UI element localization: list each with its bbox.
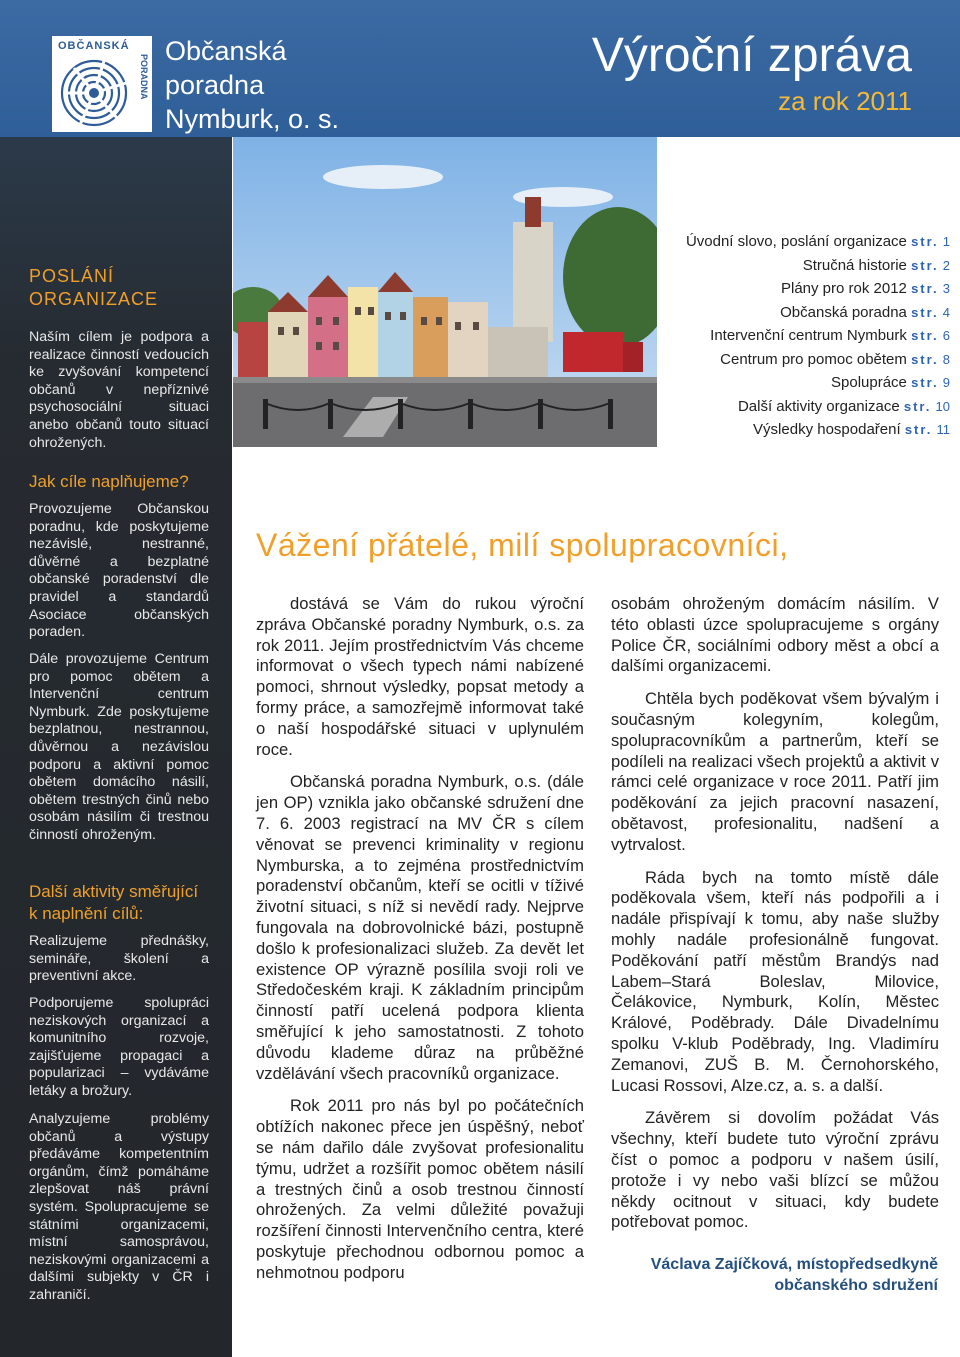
letter-paragraph: Závěrem si dovolím požádat Vás všechny, kteří budete tuto výroční zprávu číst o pomoc a podporu v našem úsilí, protože i vy nebo vaši blízcí se můžou někdy ocitnout v situaci, kdy budete potřebovat pomoc.	[611, 1108, 939, 1232]
org-name-line-3: Nymburk, o. s.	[165, 104, 340, 134]
letter-column-2	[611, 594, 939, 1245]
org-name-line-1: Občanská	[165, 36, 287, 66]
town-square-illustration	[233, 137, 657, 447]
logo-text-top: OBČANSKÁ	[58, 40, 130, 52]
mission-heading-1: POSLÁNÍ	[29, 266, 115, 286]
toc-item[interactable]: Intervenční centrum Nymburk str. 6	[710, 327, 950, 344]
toc-item[interactable]: Centrum pro pomoc obětem str. 8	[720, 350, 950, 368]
letter-paragraph: Občanská poradna Nymburk, o.s. (dále jen OP) vznikla jako občanské sdružení dne 7. 6. 2003 registrací na MV ČR s cílem věnovat se prevenci kriminality v regionu Nymburska, a to zejména prostřednictvím poradenství občanům, kteří se ocitli v tíživé životní situaci, s níž si nevědí rady. Nejprve fungovala na dobrovolnické bázi, postupně došlo k profesionalizaci služeb. Za devět let existence OP výrazně posílila svoji roli ve Středočeském kraji. K základním principům činností patří ucelená podpora klienta směřující k jeho samostatnosti. Z tohoto důvodu klademe důraz na průběžné vzdělávání všech pracovníků organizace.	[256, 772, 584, 1083]
header-banner	[0, 0, 960, 137]
report-title: Výroční zpráva	[591, 29, 912, 82]
other-paragraph-3: Analyzujeme problémy občanů a výstupy předáváme kompetentním orgánům, čímž pomáháme zlepšovat náš právní systém. Spolupracujeme se státními organizacemi, místní samosprávou, neziskovými organizacemi a dalšími subjekty v ČR i zahraničí.	[29, 1111, 209, 1303]
mission-text: Naším cílem je podpora a realizace činností vedoucích ke zvyšování kompetencí občanů v nepříznivé psychosociální situaci anebo občanů touto situací ohrožených.	[29, 329, 209, 451]
mission-heading-2: ORGANIZACE	[29, 289, 159, 309]
letter-paragraph: Ráda bych na tomto místě dále poděkovala všem, kteří nás podpořili a i nadále přispívají k tomu, aby naše služby mohly nadále profesionálně fungovat. Poděkování patří městům Brandýs nad Labem–Stará Boleslav, Milovice, Čelákovice, Nymburk, Kolín, Městec Králové, Poděbrady. Dále Divadelnímu spolku V-klub Poděbrady, Ing. Vladimíru Zemanovi, ZUŠ B. M. Černohorského, Lucasi Rossovi, Alze.cz, a. s. a další.	[611, 867, 939, 1095]
other-paragraph-2: Podporujeme spolupráci neziskových organizací a komunitního rozvoje, zajišťujeme propagaci a popularizaci – vydáváme letáky a brožury.	[29, 995, 209, 1099]
how-paragraph-2: Dále provozujeme Centrum pro pomoc obětem a Intervenční centrum Nymburk. Zde poskytujeme bezplatnou, nestrannou, důvěrnou a nezávislou podporu a aktivní pomoc obětem domácího násilí, obětem trestných činů nebo osobám násilím či trestnou činností ohroženým.	[29, 651, 209, 843]
how-paragraph-1: Provozujeme Občanskou poradnu, kde poskytujeme nezávislé, nestranné, důvěrné a bezplatné občanské poradenství dle pravidel a standardů Asociace občanských poraden.	[29, 501, 209, 641]
toc-item[interactable]: Občanská poradna str. 4	[780, 303, 950, 321]
other-heading-2: k naplnění cílů:	[29, 904, 144, 923]
how-heading: Jak cíle naplňujeme?	[29, 472, 189, 491]
town-square-photo	[233, 137, 657, 447]
letter-signature	[651, 1254, 938, 1296]
signature-role: občanského sdružení	[774, 1277, 938, 1294]
logo-text-side: PORADNA	[139, 54, 149, 100]
other-heading-1: Další aktivity směřující	[29, 882, 199, 901]
letter-paragraph: dostává se Vám do rukou výroční zpráva Občanské poradny Nymburk, o.s. za rok 2011. Jejím prostřednictvím Vás chceme informovat o všech typech námi nabízené pomoci, shrnout výsledky, popsat metody a formy práce, a samozřejmě informovat také o naší hospodářské situaci v uplynulém roce.	[256, 594, 584, 759]
toc-item[interactable]: Stručná historie str. 2	[802, 256, 950, 274]
toc-item[interactable]: Plány pro rok 2012 str. 3	[780, 280, 950, 297]
logo-swirl-icon	[54, 53, 138, 133]
other-paragraph-1: Realizujeme přednášky, semináře, školení a preventivní akce.	[29, 933, 209, 985]
sidebar	[0, 137, 232, 1357]
letter-paragraph: Rok 2011 pro nás byl po počátečních obtížích nakonec přece jen úspěšný, neboť se nám dařilo dále zvyšovat profesionalitu týmu, udržet a rozšířit pomoc obětem násilí a trestných činů a osob trestnou činností ohrožených. Za velmi důležité považuji rozšíření činnosti Intervenčního centra, které poskytuje přechodnou odbornou pomoc a nehmotnou podporu	[256, 1096, 584, 1282]
table-of-contents	[686, 230, 950, 442]
letter-paragraph: osobám ohroženým domácím násilím. V této oblasti úzce spolupracujeme s orgány Police ČR, sociálními odbory měst a obcí a dalšími organizacemi.	[611, 594, 939, 676]
letter-greeting: Vážení přátelé, milí spolupracovníci,	[256, 527, 789, 563]
organization-logo	[52, 36, 152, 132]
signature-name: Václava Zajíčková, místopředsedkyně	[650, 1256, 938, 1273]
report-year: za rok 2011	[778, 86, 912, 116]
organization-name	[165, 34, 339, 136]
org-name-line-2: poradna	[165, 70, 265, 100]
letter-column-1	[256, 594, 584, 1296]
toc-item[interactable]: Výsledky hospodaření str. 11	[753, 421, 950, 438]
toc-item[interactable]: Úvodní slovo, poslání organizace str. 1	[685, 233, 950, 250]
letter-paragraph: Chtěla bych poděkovat všem bývalým i současným kolegyním, kolegům, spolupracovníkům a partnerům, kteří se podíleli na realizaci všech projektů a aktivit v rámci celé organizace v roce 2011. Patří jim poděkování za jejich pracovní nasazení, obětavost, profesionalitu, nadšení a vytrvalost.	[611, 689, 939, 854]
toc-item[interactable]: Spolupráce str. 9	[831, 374, 950, 391]
toc-item[interactable]: Další aktivity organizace str. 10	[737, 397, 950, 415]
